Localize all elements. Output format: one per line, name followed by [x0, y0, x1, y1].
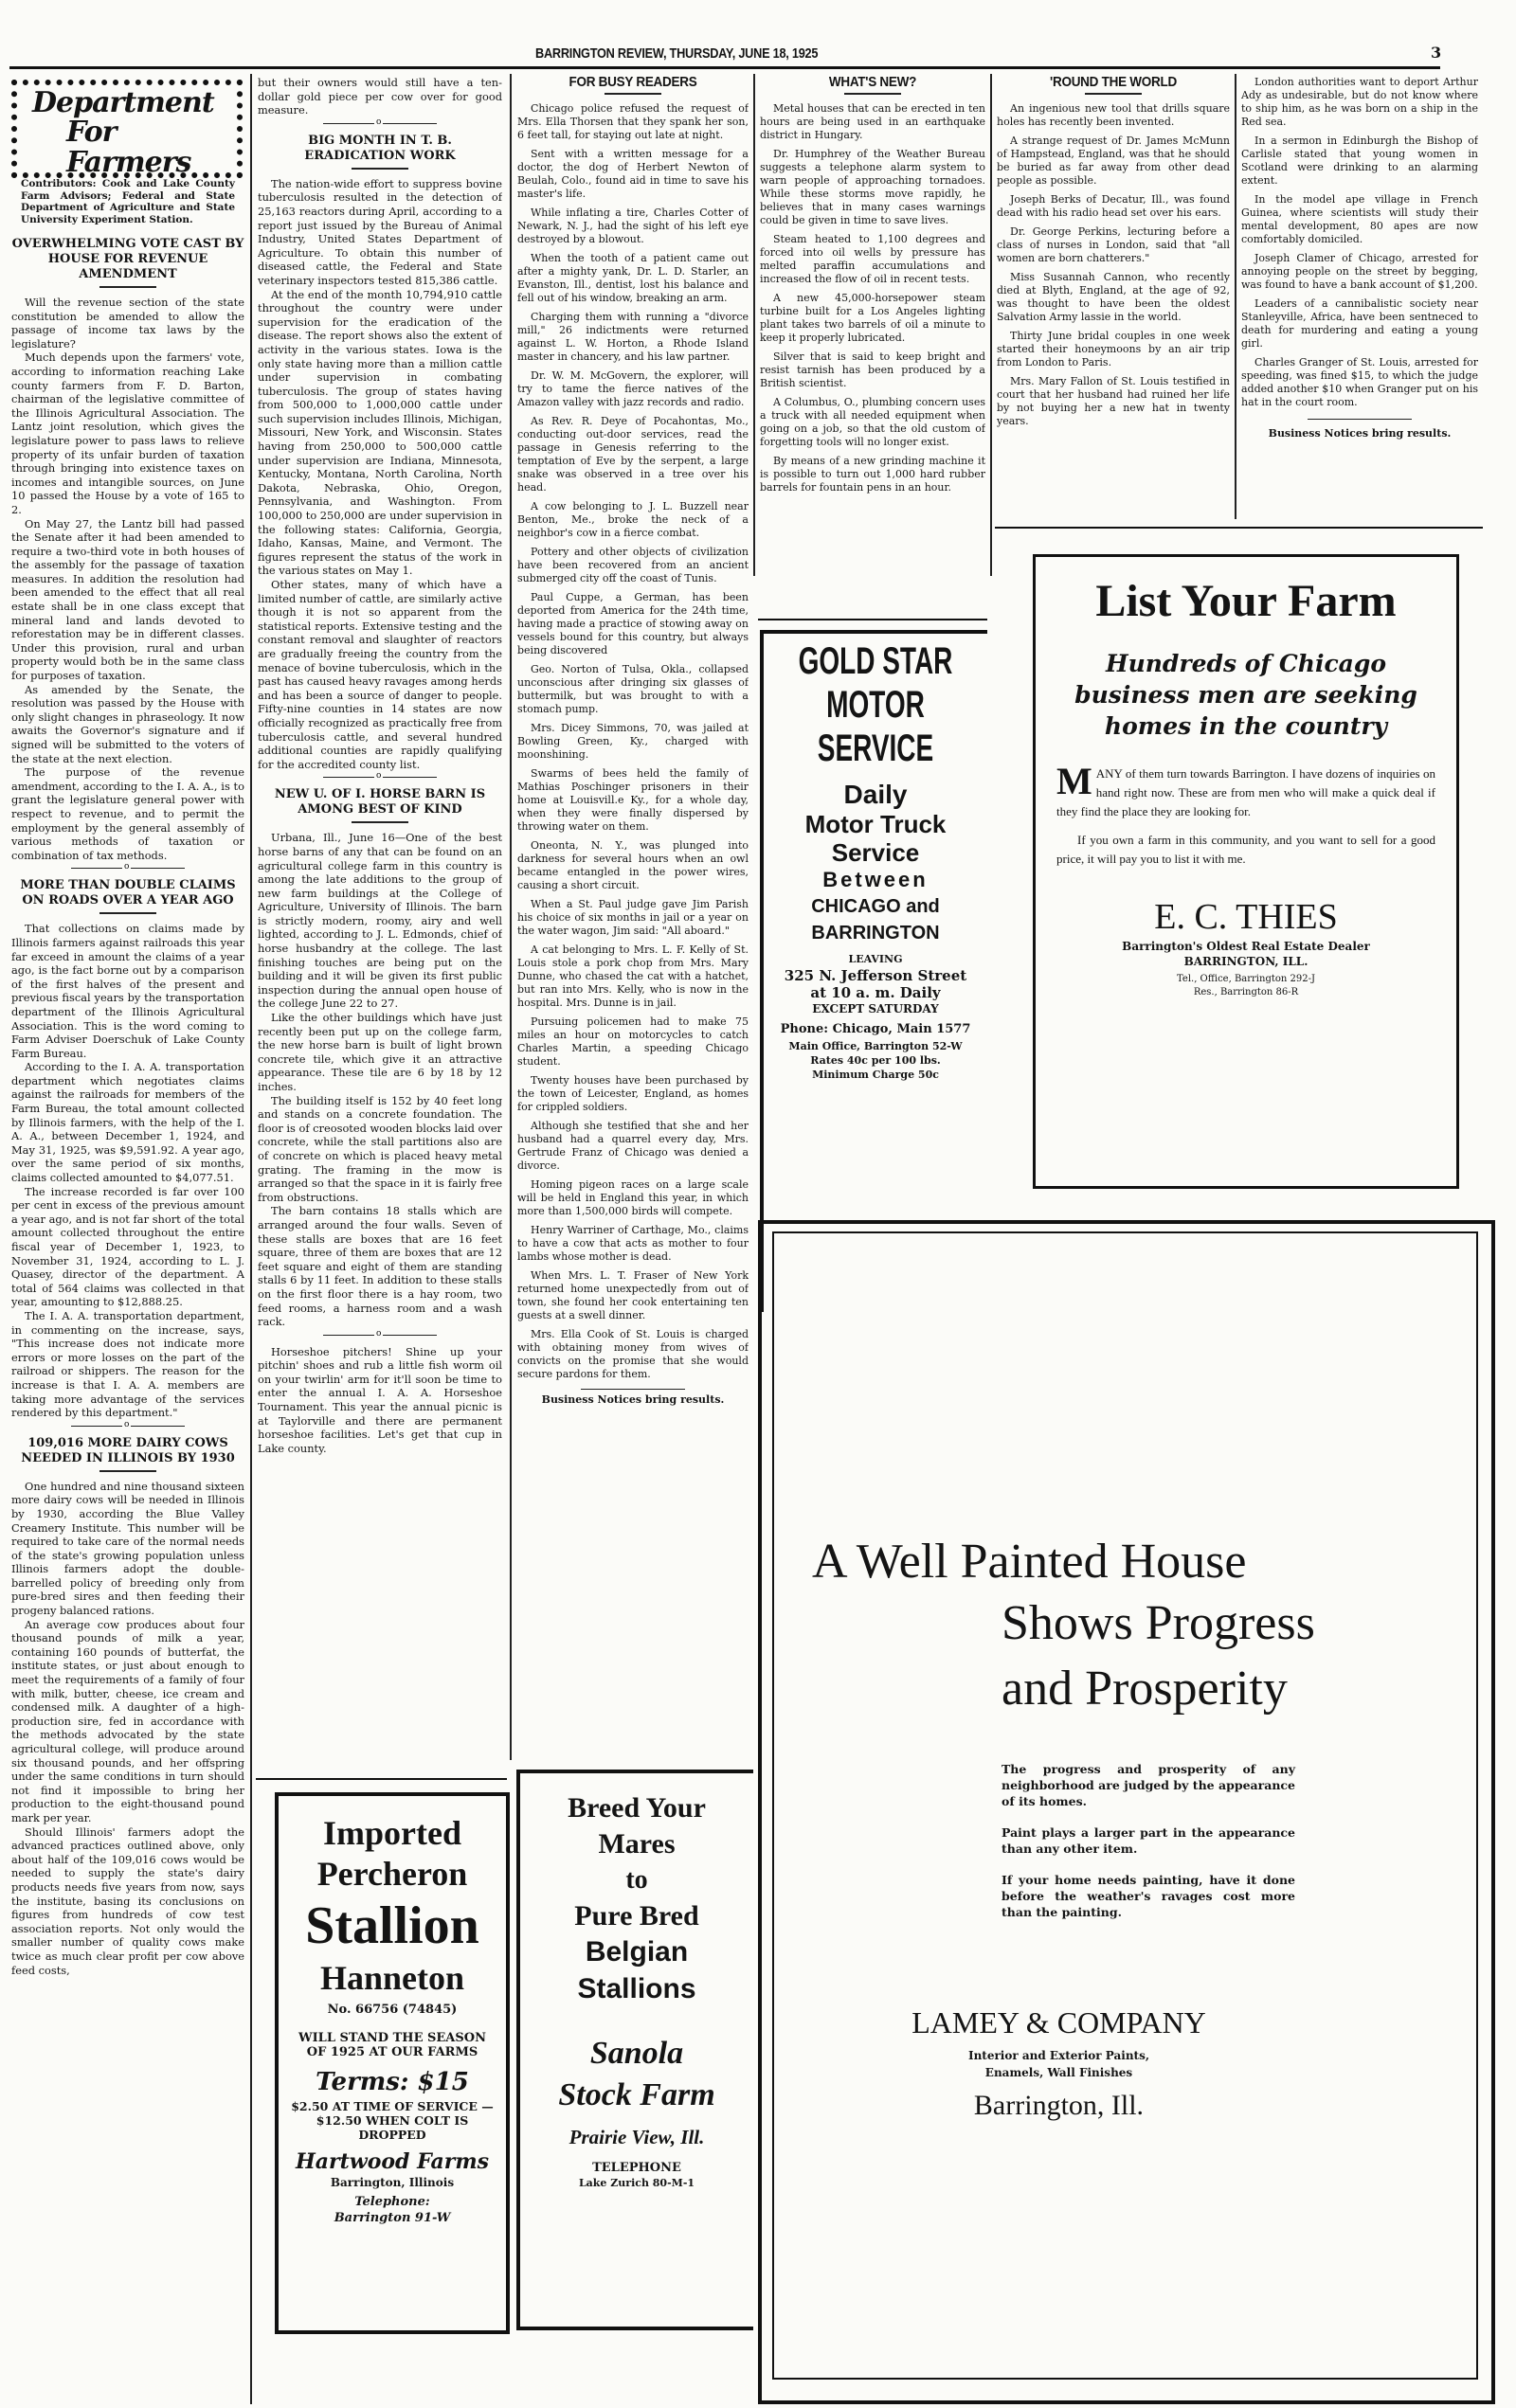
paint-ad: [772, 1231, 1478, 2380]
news-item: When the tooth of a patient came out after a mighty yank, Dr. L. D. Starler, an Evanston, Ill., dentist, lost his balance and fell out of his window, breaking an arm.: [517, 252, 749, 304]
farm-contributors-block: [13, 178, 243, 225]
ad-text: Between: [822, 868, 929, 891]
ad-time: at 10 a. m. Daily: [810, 984, 941, 1001]
news-item: When Mrs. L. T. Fraser of New York returned home unexpectedly from out of town, she found her cook entertaining ten guests at a swell dinner.: [517, 1269, 749, 1321]
headline-rule: [99, 912, 156, 914]
ad-phone-label: Telephone:: [354, 2195, 430, 2209]
column-rule: [990, 74, 992, 576]
article-paragraph: Should Illinois' farmers adopt the advanced practices outlined above, only about half of the 109,016 cows would be needed to supply the state's dairy products needs five years from now, says the institute, basing its conclusions on figures from hundreds of cow test association reports. Not only would the smaller number of quality cows make twice as much clear profit per cow above feed costs,: [11, 1824, 244, 1977]
whats-new-heading: WHAT'S NEW?: [828, 76, 917, 90]
news-item: Twenty houses have been purchased by the town of Leicester, England, as homes for crippled soldiers.: [517, 1074, 749, 1113]
masthead-rule: [9, 66, 1440, 69]
news-item: Silver that is said to keep bright and resist tarnish has been produced by a British scientist.: [760, 350, 985, 389]
article-paragraph: The building itself is 152 by 40 feet long and stands on a concrete foundation. The floor is of creosoted wooden blocks laid over concrete, while the stall partitions also are of concrete on which is placed heavy metal grating. The framing in the mow is arranged so that the space in it is fairly free from obstructions.: [258, 1093, 502, 1204]
news-item: Metal houses that can be erected in ten hours are being used in an earthquake district in Hungary.: [760, 102, 985, 141]
article-paragraph: Like the other buildings which have just recently been put up on the college farm, the new horse barn is built of light brown concrete tile, which give it an attractive appearance. These tile are 6 by 18 by 12 inches.: [258, 1011, 502, 1093]
ad-text: EXCEPT SATURDAY: [812, 1002, 939, 1015]
news-item: As Rev. R. Deye of Pocahontas, Mo., conducting out-door services, read the passage in Genesis referring to the temptation of Eve by the serpent, a large snake was observed in a tree over his head.: [517, 415, 749, 494]
ad-headline: Shows Progress: [1002, 1596, 1315, 1650]
column-2: [258, 76, 502, 1767]
busy-readers-heading: FOR BUSY READERS: [568, 76, 697, 90]
ad-headline: GOLD STAR: [798, 640, 953, 682]
article-paragraph: The purpose of the revenue amendment, according to the I. A. A., is to grant the legislature general power with respect to revenue, and to permit the employment by the general assembly of various methods of taxation or combination of tax methods.: [11, 765, 244, 862]
ad-products: Interior and Exterior Paints,: [967, 2049, 1150, 2062]
ad-paragraph: The progress and prosperity of any neighborhood are judged by the appearance of its homes.: [1002, 1762, 1295, 1808]
news-item: Swarms of bees held the family of Mathias Poschinger prisoners in their home at Louisvill.e Ky., for a whole day, when they were finally dispersed by throwing water on them.: [517, 767, 749, 833]
ad-headline: SERVICE: [817, 728, 934, 769]
ad-office: Main Office, Barrington 52-W: [788, 1040, 963, 1052]
news-item: Although she testified that she and her husband had a quarrel every day, Mrs. Gertrude Franz of Chicago was denied a divorce.: [517, 1120, 749, 1172]
ad-headline: List Your Farm: [1095, 576, 1397, 626]
news-item: Geo. Norton of Tulsa, Okla., collapsed unconscious after dringing six glasses of buttermilk, but was brought to with a stomach pump.: [517, 663, 749, 715]
ad-paragraph: ANY of them turn towards Barrington. I have dozens of inquiries on hand right now. These are from men who will make a quick deal if they find the place they are looking for.: [1056, 766, 1435, 818]
whats-new-column: [760, 76, 985, 578]
busy-readers-column: [517, 76, 749, 1762]
round-the-world-heading: 'ROUND THE WORLD: [1050, 76, 1177, 90]
ad-registration-number: No. 66756 (74845): [327, 2003, 458, 2017]
round-the-world-column: [997, 76, 1230, 530]
article-headline: BIG MONTH IN T. B. ERADICATION WORK: [304, 133, 456, 163]
news-item: Dr. George Perkins, lecturing before a class of nurses in London, said that "all women are born chatterers.": [997, 225, 1230, 264]
news-item: Leaders of a cannibalistic society near Stanleyville, Africa, have been sentneced to death for murdering and eating a young girl.: [1241, 297, 1478, 350]
article-paragraph: According to the I. A. A. transportation department which negotiates claims against the railroads for members of the Farm Bureau, the total amount collected by Illinois farmers, with the help of the I. A. A., between December 1, 1924, and May 31, 1925, was $9,591.92. A year ago, over the same period of six months, claims collected amounted to $4,077.51.: [11, 1060, 244, 1185]
ad-minimum: Minimum Charge 50c: [812, 1069, 939, 1081]
ad-products: Enamels, Wall Finishes: [984, 2066, 1133, 2079]
article-paragraph: That collections on claims made by Illinois farmers against railroads this year far exceed in amount the claims of a year ago, is the fact borne out by a comparison of the first halves of the present and previous fiscal years by the transportation department of the Illinois Agricultural Association. This is the word coming to Farm Adviser Doerschuk of Lake County Farm Bureau.: [11, 922, 244, 1060]
ad-farm-name: Sanola: [589, 2036, 684, 2071]
news-item: Mrs. Dicey Simmons, 70, was jailed at Bowling Green, Ky., charged with moonshining.: [517, 722, 749, 761]
news-item: A new 45,000-horsepower steam turbine built for a Los Angeles lighting plant takes two barrels of oil a minute to keep it properly lubricated.: [760, 292, 985, 344]
column-rule: [250, 74, 252, 2404]
news-item: Charging them with running a "divorce mill," 26 indictments were returned against L. W. Horton, a Rhode Island master in chancery, and his law partner.: [517, 311, 749, 363]
article-paragraph: but their owners would still have a ten-dollar gold piece per cow over for good measure.: [258, 76, 502, 117]
ad-terms-detail: $2.50 AT TIME OF SERVICE — $12.50 WHEN COLT IS DROPPED: [291, 2099, 494, 2142]
page-number: 3: [1431, 44, 1442, 62]
ad-dealer-name: E. C. THIES: [1154, 897, 1338, 937]
ad-text: Service: [831, 838, 920, 867]
article-paragraph: The increase recorded is far over 100 per cent in excess of the previous amount a year ago, and is not far short of the total amount collected throughout the entire fiscal year of December 1, 1923, to November 31, 1924, according to L. J. Quasey, director of the department. A total of 564 claims was collected in that year, amounting to $12,888.25.: [11, 1184, 244, 1309]
ad-headline: Belgian: [585, 1936, 689, 1968]
article-paragraph: As amended by the Senate, the resolution was passed by the House with only slight changes in phraseology. It now awaits the Governor's signature and if signed will be submitted to the voters of the state at the next election.: [11, 682, 244, 765]
ad-phone: Res., Barrington 86-R: [1193, 987, 1299, 997]
article-headline: OVERWHELMING VOTE CAST BY HOUSE FOR REVENUE AMENDMENT: [11, 237, 244, 281]
news-item: By means of a new grinding machine it is possible to turn out 1,000 hard rubber barrels for fountain pens in an hour.: [760, 455, 985, 494]
ad-headline: to: [625, 1865, 648, 1895]
ad-headline: A Well Painted House: [812, 1535, 1247, 1589]
ad-farm-name: Hartwood Farms: [295, 2149, 490, 2174]
news-item: Dr. W. M. McGovern, the explorer, will try to tame the fierce natives of the Amazon valley with jazz records and radio.: [517, 369, 749, 408]
ad-phone-label: TELEPHONE: [592, 2161, 681, 2175]
news-item: Mrs. Ella Cook of St. Louis is charged with obtaining money from wives of convicts on the promise that she would secure pardons for them.: [517, 1328, 749, 1380]
article-paragraph: Much depends upon the farmers' vote, according to information reaching Lake county farmers from F. D. Barton, chairman of the legislative committee of the Illinois Agricultural Association. The Lantz joint resolution, which gives the legislature power to pass laws to relieve property of its unfair burden of taxation through bringing into existence taxes on incomes and intangible sources, on June 10 passed the House by a vote of 165 to 2.: [11, 350, 244, 516]
ad-body: [1056, 760, 1435, 821]
ad-paragraph: If you own a farm in this community, and you want to sell for a good price, it will pay you to list it with me.: [1056, 833, 1435, 866]
column-6: [1241, 76, 1478, 521]
ad-paragraph: If your home needs painting, have it done before the weather's ravages cost more than the painting.: [1002, 1873, 1295, 1919]
headline-rule: [99, 286, 156, 288]
ad-paragraph: Paint plays a larger part in the appearance than any other item.: [1002, 1825, 1295, 1856]
news-item: In the model ape village in French Guinea, where scientists will study their mental development, 80 apes are now comfortably domiciled.: [1241, 193, 1478, 245]
headline-rule: [605, 93, 661, 95]
ad-text: WILL STAND THE SEASON OF 1925 AT OUR FARMS: [298, 2031, 486, 2059]
ad-headline: Mares: [598, 1828, 676, 1860]
ad-phone: Lake Zurich 80-M-1: [578, 2177, 695, 2189]
headline-rule: [352, 821, 408, 823]
article-paragraph: The I. A. A. transportation department, in commenting on the increase, says, "This increase does not indicate more errors or more losses on the part of the railroad or shippers. The reason for the increase is that I. A. A. members are taking more advantage of the services rendered by this department.": [11, 1308, 244, 1420]
news-item: Homing pigeon races on a large scale will be held in England this year, in which more than 1,500,000 birds will compete.: [517, 1178, 749, 1217]
ad-location: Barrington, Illinois: [330, 2176, 455, 2189]
divider: [1308, 419, 1412, 420]
news-item: Steam heated to 1,100 degrees and forced into oil wells by pressure has melted paraffin accumulations and increased the flow of oil in recent tests.: [760, 233, 985, 285]
ad-tagline: Barrington's Oldest Real Estate Dealer: [1122, 940, 1370, 953]
section-divider: o: [71, 868, 185, 874]
ad-headline: Stallions: [577, 1973, 696, 2004]
headline-rule: [352, 168, 408, 170]
news-item: A Columbus, O., plumbing concern uses a truck with all needed equipment when going on a job, so that the old custom of forgetting tools will no longer exist.: [760, 396, 985, 448]
headline-rule: [1085, 93, 1142, 95]
news-item: When a St. Paul judge gave Jim Parish his choice of six months in jail or a year on the water wagon, Jim said: "All aboard.": [517, 898, 749, 937]
column-rule: [753, 74, 755, 576]
article-headline: 109,016 MORE DAIRY COWS NEEDED IN ILLINOIS BY 1930: [21, 1435, 235, 1465]
article-headline: NEW U. OF I. HORSE BARN IS AMONG BEST OF KIND: [274, 787, 486, 818]
ad-company: LAMEY & COMPANY: [911, 2005, 1206, 2040]
article-headline: MORE THAN DOUBLE CLAIMS ON ROADS OVER A YEAR AGO: [20, 878, 236, 908]
ad-text: BARRINGTON: [811, 923, 940, 943]
news-item: Oneonta, N. Y., was plunged into darkness for several hours when an owl became entangled in the power wires, causing a short circuit.: [517, 839, 749, 891]
news-item: Henry Warriner of Carthage, Mo., claims to have a cow that acts as mother to four lambs whose mother is dead.: [517, 1224, 749, 1263]
section-divider: o: [323, 123, 437, 130]
headline-rule: [844, 93, 901, 95]
section-divider: o: [323, 1335, 437, 1341]
news-item: In a sermon in Edinburgh the Bishop of Carlisle stated that young women in Scotland were drinking to an alarming extent.: [1241, 135, 1478, 187]
list-your-farm-ad: [1033, 554, 1459, 1189]
ad-phone: Barrington 91-W: [334, 2211, 451, 2225]
ad-address: 325 N. Jefferson Street: [784, 967, 967, 984]
section-divider: o: [323, 777, 437, 783]
news-item: A strange request of Dr. James McMunn of Hampstead, England, was that he should be buried as far away from other dead people as possible.: [997, 135, 1230, 187]
news-item: A cow belonging to J. L. Buzzell near Benton, Me., broke the neck of a neighbor's cow in a fierce combat.: [517, 500, 749, 539]
article-paragraph: The nation-wide effort to suppress bovine tuberculosis resulted in the detection of 25,163 reactors during April, according to a report just issued by the Bureau of Animal Industry, United States Department of Agriculture. To obtain this number of diseased cattle, the Federal and State veterinary inspectors tested 815,386 cattle.: [258, 176, 502, 287]
ad-body: [1002, 1761, 1295, 1920]
news-item: Pottery and other objects of civilization have been recovered from an ancient submerged city off the coast of Tunis.: [517, 546, 749, 584]
article-paragraph: An average cow produces about four thousand pounds of milk a year, containing 160 pounds of butterfat, the institute states, or just about enough to meet the requirements of a family of four with milk, butter, cheese, ice cream and condensed milk. A daughter of a high-production sire, fed in accordance with the methods advocated by the state agricultural college, will produce around six thousand pounds, and her offspring under the same conditions in turn should not find it impossible to bring her production to the eight-thousand pound mark per year.: [11, 1617, 244, 1824]
news-item: Paul Cuppe, a German, has been deported from America for the 24th time, having made a practice of stowing away on vessels bound for this country, but always being discovered: [517, 591, 749, 656]
news-item: Mrs. Mary Fallon of St. Louis testified in court that her husband had ruined her life by not buying her a new hat in twenty years.: [997, 375, 1230, 427]
article-paragraph: On May 27, the Lantz bill had passed the Senate after it had been amended to require a two-third vote in both houses of the assembly for the passage of taxation measures. In addition the resolution had been amended to the effect that all real estate shall be in one class except that mineral land and lands devoted to reforestation may be in different classes. Under this provision, rural and urban property would both be in the same class for purposes of taxation.: [11, 516, 244, 683]
business-notices: Business Notices bring results.: [541, 1393, 725, 1406]
ad-text: LEAVING: [848, 953, 903, 965]
news-item: While inflating a tire, Charles Cotter of Newark, N. J., had the sight of his left eye destroyed by a blowout.: [517, 207, 749, 245]
contributors-text: Contributors: Cook and Lake County Farm Advisors; Federal and State Department of Agriculture and State University Experiment Station.: [21, 178, 235, 225]
imported-percheron-stallion-ad: [275, 1792, 510, 2334]
ad-headline: Imported: [323, 1814, 461, 1852]
column-rule: [1235, 74, 1236, 519]
news-item: Joseph Clamer of Chicago, arrested for annoying people on the street by begging, was found to have a bank account of $1,200.: [1241, 252, 1478, 291]
news-item: London authorities want to deport Arthur Ady as undesirable, but do not know where to ship him, as he was born on a ship in the Red sea.: [1241, 76, 1478, 128]
ad-subtitle: Hundreds of Chicago business men are seeking homes in the country: [1074, 650, 1417, 740]
ad-headline: Stallion: [305, 1896, 479, 1955]
article-paragraph: The barn contains 18 stalls which are arranged around the four walls. Seven of these stalls are boxes that are 16 feet square, three of them are boxes that are 12 feet square and eight of them are standing stalls 6 by 11 feet. In addition to these stalls on the first floor there is a hay room, two feed rooms, a harness room and a wash rack.: [258, 1204, 502, 1329]
ad-headline: Percheron: [316, 1855, 468, 1893]
farmers-title: For Farmers: [66, 116, 191, 179]
article-paragraph: Horseshoe pitchers! Shine up your pitchin' shoes and rub a little fish worm oil on your twirlin' arm for it'll soon be time to enter the annual I. A. A. Horseshoe Tournament. This year the annual picnic is at Taylorville and there are permanent horseshoe facilities. Let's get that cup in Lake county.: [258, 1344, 502, 1455]
ad-terms: Terms: $15: [316, 2068, 469, 2096]
gold-star-motor-service-ad: [760, 630, 987, 1312]
department-title: Department: [32, 86, 214, 119]
masthead: [0, 42, 1516, 66]
news-item: Joseph Berks of Decatur, Ill., was found dead with his radio head set over his ears.: [997, 193, 1230, 219]
news-item: Charles Granger of St. Louis, arrested for speeding, was fined $15, to which the judge added another $10 when Granger put on his hat in the court room.: [1241, 356, 1478, 408]
ad-top-rule: [256, 1778, 507, 1780]
ad-top-rule: [995, 527, 1483, 529]
news-item: A cat belonging to Mrs. L. F. Kelly of St. Louis stole a pork chop from Mrs. Mary Dunne, who chased the cat with a hatchet, but ran into Mrs. Kelly, who is now in the hospital. Mrs. Dunne is in jail.: [517, 943, 749, 1009]
ad-text: CHICAGO and: [811, 896, 940, 917]
article-paragraph: One hundred and nine thousand sixteen more dairy cows will be needed in Illinois by 1930, according the Blue Valley Creamery Institute. This number will be required to take care of the normal needs of the state's growing population unless Illinois farmers adopt the double-barrelled policy of breeding only from pure-bred sires and then feeding their progeny balanced rations.: [11, 1479, 244, 1618]
column-rule: [510, 74, 512, 1760]
business-notices: Business Notices bring results.: [1268, 427, 1452, 440]
ad-headline: Hanneton: [319, 1959, 465, 1997]
ad-text: Daily: [843, 780, 908, 809]
news-item: An ingenious new tool that drills square holes has recently been invented.: [997, 102, 1230, 128]
ad-headline: MOTOR: [826, 684, 925, 726]
ad-phone: Phone: Chicago, Main 1577: [780, 1022, 971, 1036]
news-item: Sent with a written message for a doctor, the dog of Herbert Newton of Beulah, Colo., found aid in time to save his master's life.: [517, 148, 749, 200]
article-paragraph: Will the revenue section of the state constitution be amended to allow the passage of income tax laws by the legislature?: [11, 296, 244, 350]
ad-phone: Tel., Office, Barrington 292-J: [1177, 974, 1315, 984]
ad-city: Barrington, Ill.: [973, 2090, 1145, 2121]
news-item: Chicago police refused the request of Mrs. Ella Thorsen that they spank her son, 6 feet tall, for staying out late at night.: [517, 102, 749, 141]
ad-location: Prairie View, Ill.: [568, 2126, 705, 2148]
ad-city: BARRINGTON, ILL.: [1183, 955, 1308, 968]
ad-headline: Pure Bred: [574, 1900, 699, 1932]
ad-headline: and Prosperity: [1002, 1662, 1288, 1716]
section-divider: o: [71, 1426, 185, 1432]
ad-top-rule: [758, 619, 987, 620]
news-item: Thirty June bridal couples in one week started their honeymoons by an air trip from London to Paris.: [997, 330, 1230, 368]
headline-rule: [99, 1470, 156, 1472]
ad-headline: Breed Your: [568, 1792, 706, 1824]
article-paragraph: Other states, many of which have a limited number of cattle, are similarly active though it is not so apparent from the statistical reports. Extensive testing and the constant removal and slaughter of reactors are gradually freeing the country from the menace of bovine tuberculosis, which in the past has caused heavy ravages among herds and has been a source of danger to people. Fifty-nine counties in 14 states are now officially recognized as practically free from tuberculosis cattle, and several hundred additional counties are rapidly qualifying for the accredited county list.: [258, 578, 502, 771]
article-paragraph: Urbana, Ill., June 16—One of the best horse barns of any that can be found on an agricultural college farm in this country is among the late additions to the group of new farm buildings at the College of Agriculture, University of Illinois. The barn is strictly modern, roomy, airy and well lighted, according to J. L. Edmonds, chief of horse husbandry at the college. The last finishing touches are being put on the building and it will be given its first public inspection during the annual open house of the college June 22 to 27.: [258, 831, 502, 1011]
ad-farm-name: Stock Farm: [558, 2077, 715, 2112]
article-paragraph: At the end of the month 10,794,910 cattle throughout the country were under supervision for the eradication of the disease. The report shows also the extent of activity in the various states. Iowa is the only state having more than a million cattle under supervision in combating tuberculosis. The group of states having from 500,000 to 1,000,000 cattle under such supervision includes Illinois, Michigan, Missouri, New York, and Wisconsin. States having from 250,000 to 500,000 cattle under supervision are Indiana, Minnesota, Kentucky, Montana, North Carolina, North Dakota, Nebraska, Ohio, Oregon, Pennsylvania, and Washington. From 100,000 to 250,000 are under supervision in the following states: California, Georgia, Idaho, Kansas, Maine, and Vermont. The figures represent the status of the work in the various states on May 1.: [258, 287, 502, 578]
newspaper-title: BARRINGTON REVIEW, THURSDAY, JUNE 18, 1925: [535, 45, 819, 62]
ad-rates: Rates 40c per 100 lbs.: [810, 1054, 941, 1067]
breed-your-mares-ad: [516, 1770, 753, 2330]
column-1: [11, 233, 244, 2402]
news-item: Pursuing policemen had to make 75 miles an hour on motorcycles to catch Charles Martin, a speeding Chicago student.: [517, 1015, 749, 1068]
drop-cap: M: [1056, 760, 1092, 802]
news-item: Dr. Humphrey of the Weather Bureau suggests a telephone alarm system to warn people of approaching tornadoes. While these storms move rapidly, he believes that in many cases warnings could be given in time to save lives.: [760, 148, 985, 226]
divider: [581, 1389, 685, 1390]
department-for-farmers-box: [11, 80, 243, 178]
news-item: Miss Susannah Cannon, who recently died at Blyth, England, at the age of 92, was thought to have been the oldest Salvation Army lassie in the world.: [997, 271, 1230, 323]
ad-text: Motor Truck: [804, 810, 947, 838]
